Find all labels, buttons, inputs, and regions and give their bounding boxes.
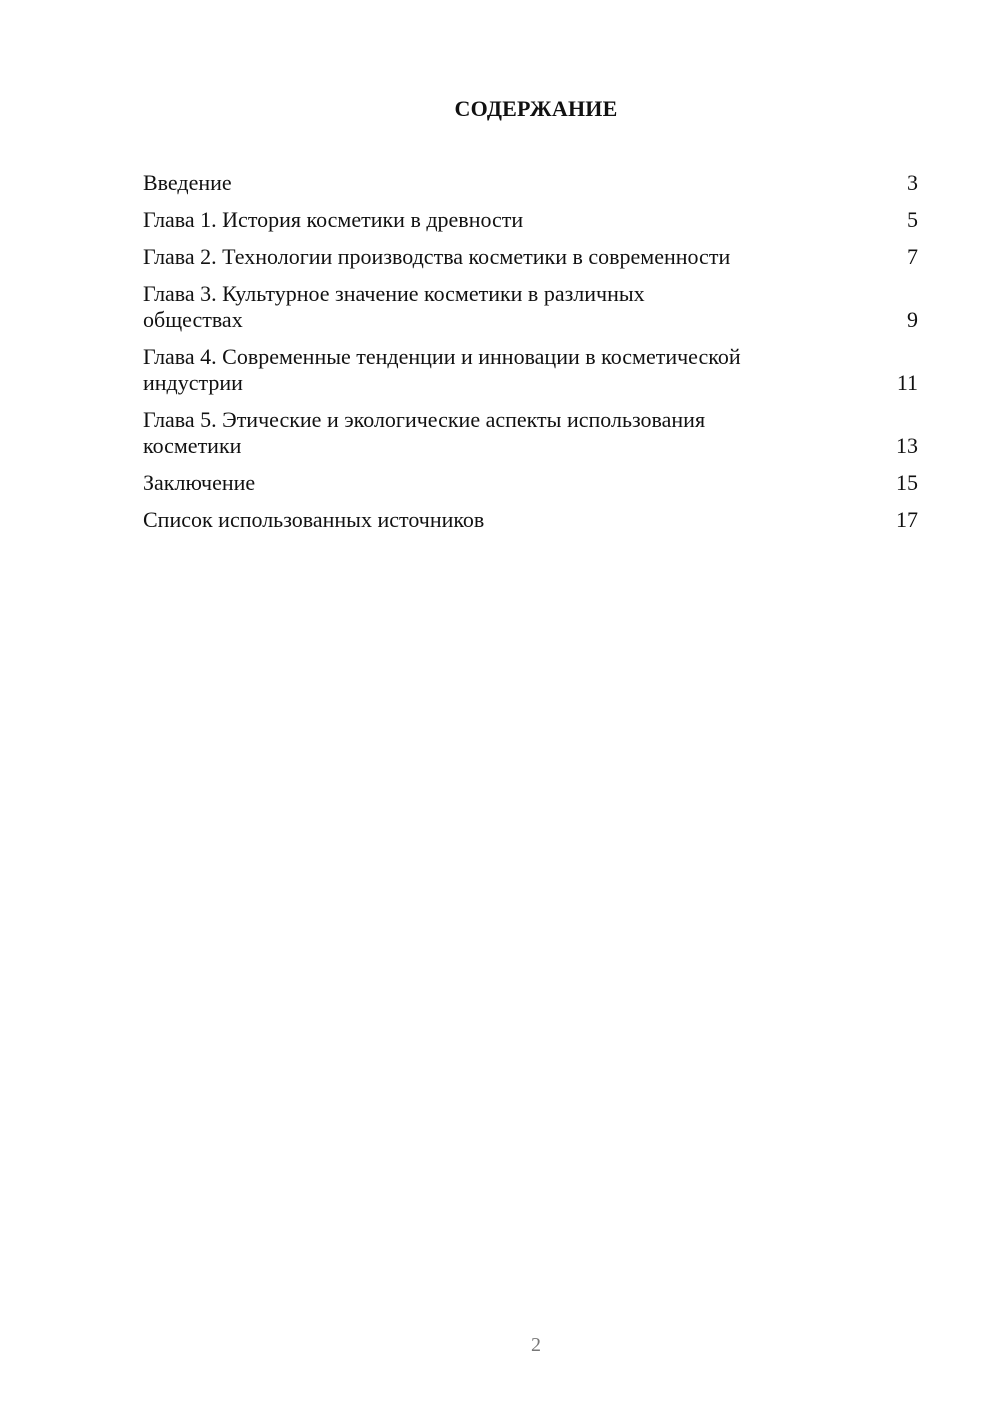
toc-entry-title: Глава 3. Культурное значение косметики в различных обществах (143, 281, 645, 332)
toc-entry-page: 7 (907, 244, 918, 269)
page-title: СОДЕРЖАНИЕ (454, 96, 618, 121)
toc-entry-title: Заключение (143, 470, 256, 495)
toc-entry-chapter-5 (143, 407, 918, 459)
toc-entry-chapter-2 (143, 244, 918, 270)
toc-entry-page: 17 (896, 507, 918, 532)
toc-entry-title: Глава 5. Этические и экологические аспекты использования косметики (143, 407, 706, 458)
toc-entry-page: 15 (896, 470, 918, 495)
toc-entry-title: Список использованных источников (143, 507, 485, 532)
toc-entry-page: 9 (907, 307, 918, 332)
toc-entry-references (143, 507, 918, 533)
toc-entry-title: Глава 4. Современные тенденции и инновации в косметической индустрии (143, 344, 741, 395)
toc-entry-chapter-1 (143, 207, 918, 233)
table-of-contents (143, 170, 918, 544)
toc-entry-chapter-4 (143, 344, 918, 396)
toc-entry-page: 13 (896, 433, 918, 458)
toc-entry-page: 11 (896, 370, 918, 395)
toc-entry-title: Глава 2. Технологии производства косметики в современности (143, 244, 731, 269)
toc-entry-title: Введение (143, 170, 232, 195)
toc-entry-chapter-3 (143, 281, 918, 333)
page-number: 2 (531, 1334, 541, 1356)
toc-entry-page: 3 (907, 170, 918, 195)
toc-entry-page: 5 (907, 207, 918, 232)
toc-entry-conclusion (143, 470, 918, 496)
toc-entry-title: Глава 1. История косметики в древности (143, 207, 524, 232)
toc-entry-introduction (143, 170, 918, 196)
